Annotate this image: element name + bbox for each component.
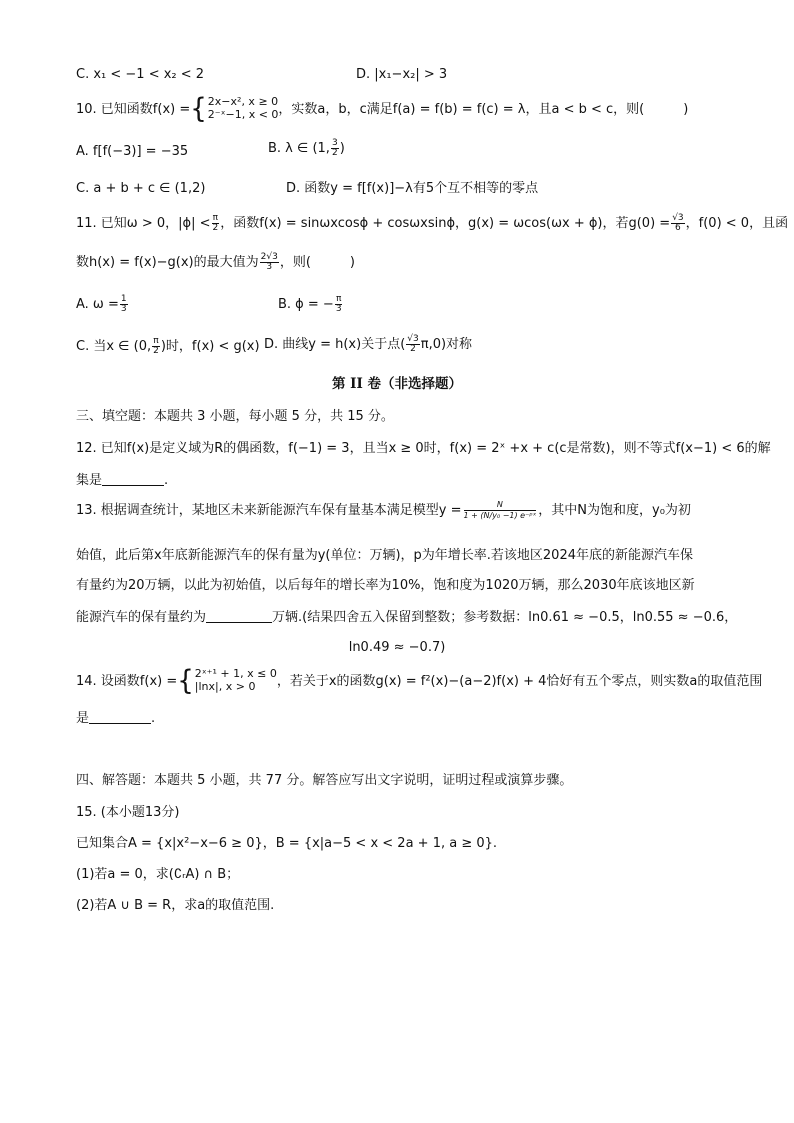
q13-formula-num: N [464,500,537,511]
q11-option-c-num: π [153,336,159,346]
q11-option-a-den: 3 [120,304,127,315]
q11-option-b-den: 3 [335,304,342,315]
q11-option-b-fraction [335,295,343,315]
q13-line2: 始值，此后第x年底新能源汽车的保有量为y(单位：万辆)，p为年增长率.若该地区2024年底的新能源汽车保 [76,548,693,563]
q11-option-a [76,295,129,315]
q12-answer-blank [102,473,164,486]
q9-option-c: C. x₁ < −1 < x₂ < 2 [76,67,205,82]
q14-prefix: 14. 设函数f(x) = [76,673,178,689]
q15-head: 15. (本小题13分) [76,805,180,820]
q11-option-d-pre: D. 曲线y = h(x)关于点( [264,337,406,353]
q11-option-b-num: π [335,294,342,304]
q11-stem-line2 [76,253,355,273]
q11-option-a-pre: A. ω = [76,297,119,313]
q11-max-fraction [260,253,279,273]
q10-option-b-den: 2 [331,148,338,159]
q11-l2a: 数h(x) = f(x)−g(x)的最大值为 [76,255,259,271]
q11-g0-num: √3 [672,213,684,223]
q11-l1a: 11. 已知ω > 0，|ϕ| < [76,216,211,232]
q15-line1: 已知集合A = {x|x²−x−6 ≥ 0}，B = {x|a−5 < x < 2a + 1, a ≥ 0}. [76,836,498,851]
q11-stem-line1 [76,214,788,234]
q13-l4b: 万辆.(结果四舍五入保留到整数；参考数据：ln0.61 ≈ −0.5，ln0.55 ≈ −0.6， [272,610,738,625]
q11-g0-fraction [671,214,684,234]
q14-suffix: ，若关于x的函数g(x) = f²(x)−(a−2)f(x) + 4恰好有五个零点，则实数a的取值范围 [276,673,763,689]
q13-line5: ln0.49 ≈ −0.7) [348,640,446,655]
q14-l2: 是 [76,711,90,726]
q10-option-d: D. 函数y = f[f(x)]−λ有5个互不相等的零点 [286,181,539,196]
q14-end: . [151,711,156,726]
q10-option-a: A. f[f(−3)] = −35 [76,144,189,159]
q13-answer-blank [206,610,272,623]
q13-line1 [76,500,691,520]
q13-line3: 有量约为20万辆，以此为初始值，以后每年的增长率为10%，饱和度为1020万辆，那么2030年底该地区新 [76,578,695,593]
q10-cases [208,96,279,121]
q11-option-c-den: 2 [153,346,159,357]
q10-case2: 2⁻ˣ−1, x < 0 [207,108,279,121]
q10-prefix: 10. 已知函数f(x) = [76,101,191,117]
q11-two: 2 [212,223,219,234]
q11-option-a-fraction [120,295,128,315]
q10-option-c: C. a + b + c ∈ (1,2) [76,181,206,196]
q15-line3: (2)若A ∪ B = R，求a的取值范围. [76,898,275,913]
q14-piecewise [177,665,277,697]
q11-g0-den: 6 [675,223,681,234]
q9-option-d: D. |x₁−x₂| > 3 [356,67,448,82]
q11-l1c: ，f(0) < 0，且函 [685,216,789,232]
q14-line2 [76,711,155,725]
q10-case1: 2x−x², x ≥ 0 [207,95,279,109]
q13-line4 [76,610,737,624]
part3-header: 三、填空题：本题共 3 小题，每小题 5 分，共 15 分。 [76,409,394,424]
q11-option-d-num: √3 [407,334,419,344]
q14-answer-blank [89,711,151,724]
q11-option-b [278,295,344,315]
q14-cases [195,668,277,693]
q11-pi: π [212,213,219,223]
q12-line1: 12. 已知f(x)是定义域为R的偶函数，f(−1) = 3，且当x ≥ 0时，f(x) = 2ˣ +x + c(c是常数)，则不等式f(x−1) < 6的解 [76,441,771,456]
q10-piecewise [190,93,279,125]
q13-l1a: 13. 根据调查统计，某地区未来新能源汽车保有量基本满足模型y = [76,502,462,518]
q11-option-d-post: π,0)对称 [420,337,473,353]
q11-option-a-num: 1 [120,294,127,304]
q14-brace: { [177,665,194,697]
part4-header: 四、解答题：本题共 5 小题，共 77 分。解答应写出文字说明，证明过程或演算步骤。 [76,773,573,788]
section2-title: 第 II 卷（非选择题） [331,376,463,392]
q13-model-formula [464,500,537,520]
q13-l1b: ，其中N为饱和度，y₀为初 [538,502,691,518]
q10-option-b-num: 3 [331,138,338,148]
q10-option-b [268,139,345,159]
q11-option-d-fraction [406,335,419,355]
q15-line2: (1)若a = 0，求(∁ᵣA) ∩ B； [76,867,240,882]
q12-end: . [164,473,169,488]
q11-l2b: ，则( ) [279,255,355,271]
q14-line1 [76,665,763,697]
q11-option-b-pre: B. ϕ = − [278,297,334,313]
q11-option-d [264,335,472,355]
q10-brace: { [190,93,207,125]
q11-option-c-pre: C. 当x ∈ (0, [76,339,152,355]
q14-case1: 2ˣ⁺¹ + 1, x ≤ 0 [194,667,277,681]
q13-l4a: 能源汽车的保有量约为 [76,610,207,625]
q11-max-num: 2√3 [260,252,278,262]
q10-option-b-pre: B. λ ∈ (1, [268,141,330,157]
q11-option-c-post: )时，f(x) < g(x) [160,339,260,355]
q12-l2: 集是 [76,473,103,488]
q10-option-b-post: ) [339,141,345,157]
q10-option-b-fraction [331,139,339,159]
q10-suffix: ，实数a，b，c满足f(a) = f(b) = f(c) = λ，且a < b < c，则( ) [278,101,689,117]
q11-option-d-den: 2 [410,344,416,355]
q11-option-c-fraction [152,337,160,357]
q12-line2 [76,473,168,487]
q11-max-den: 3 [266,262,273,273]
q11-option-c [76,337,260,357]
q11-l1b: ，函数f(x) = sinωxcosϕ + cosωxsinϕ，g(x) = ωcos(ωx + ϕ)，若g(0) = [220,216,671,232]
q13-formula-den: 1 + (N/y₀ −1) e⁻ᵖˣ [463,510,537,520]
q11-pi-over-2 [211,214,219,234]
q10-stem [76,93,689,125]
q14-case2: |lnx|, x > 0 [194,680,256,693]
